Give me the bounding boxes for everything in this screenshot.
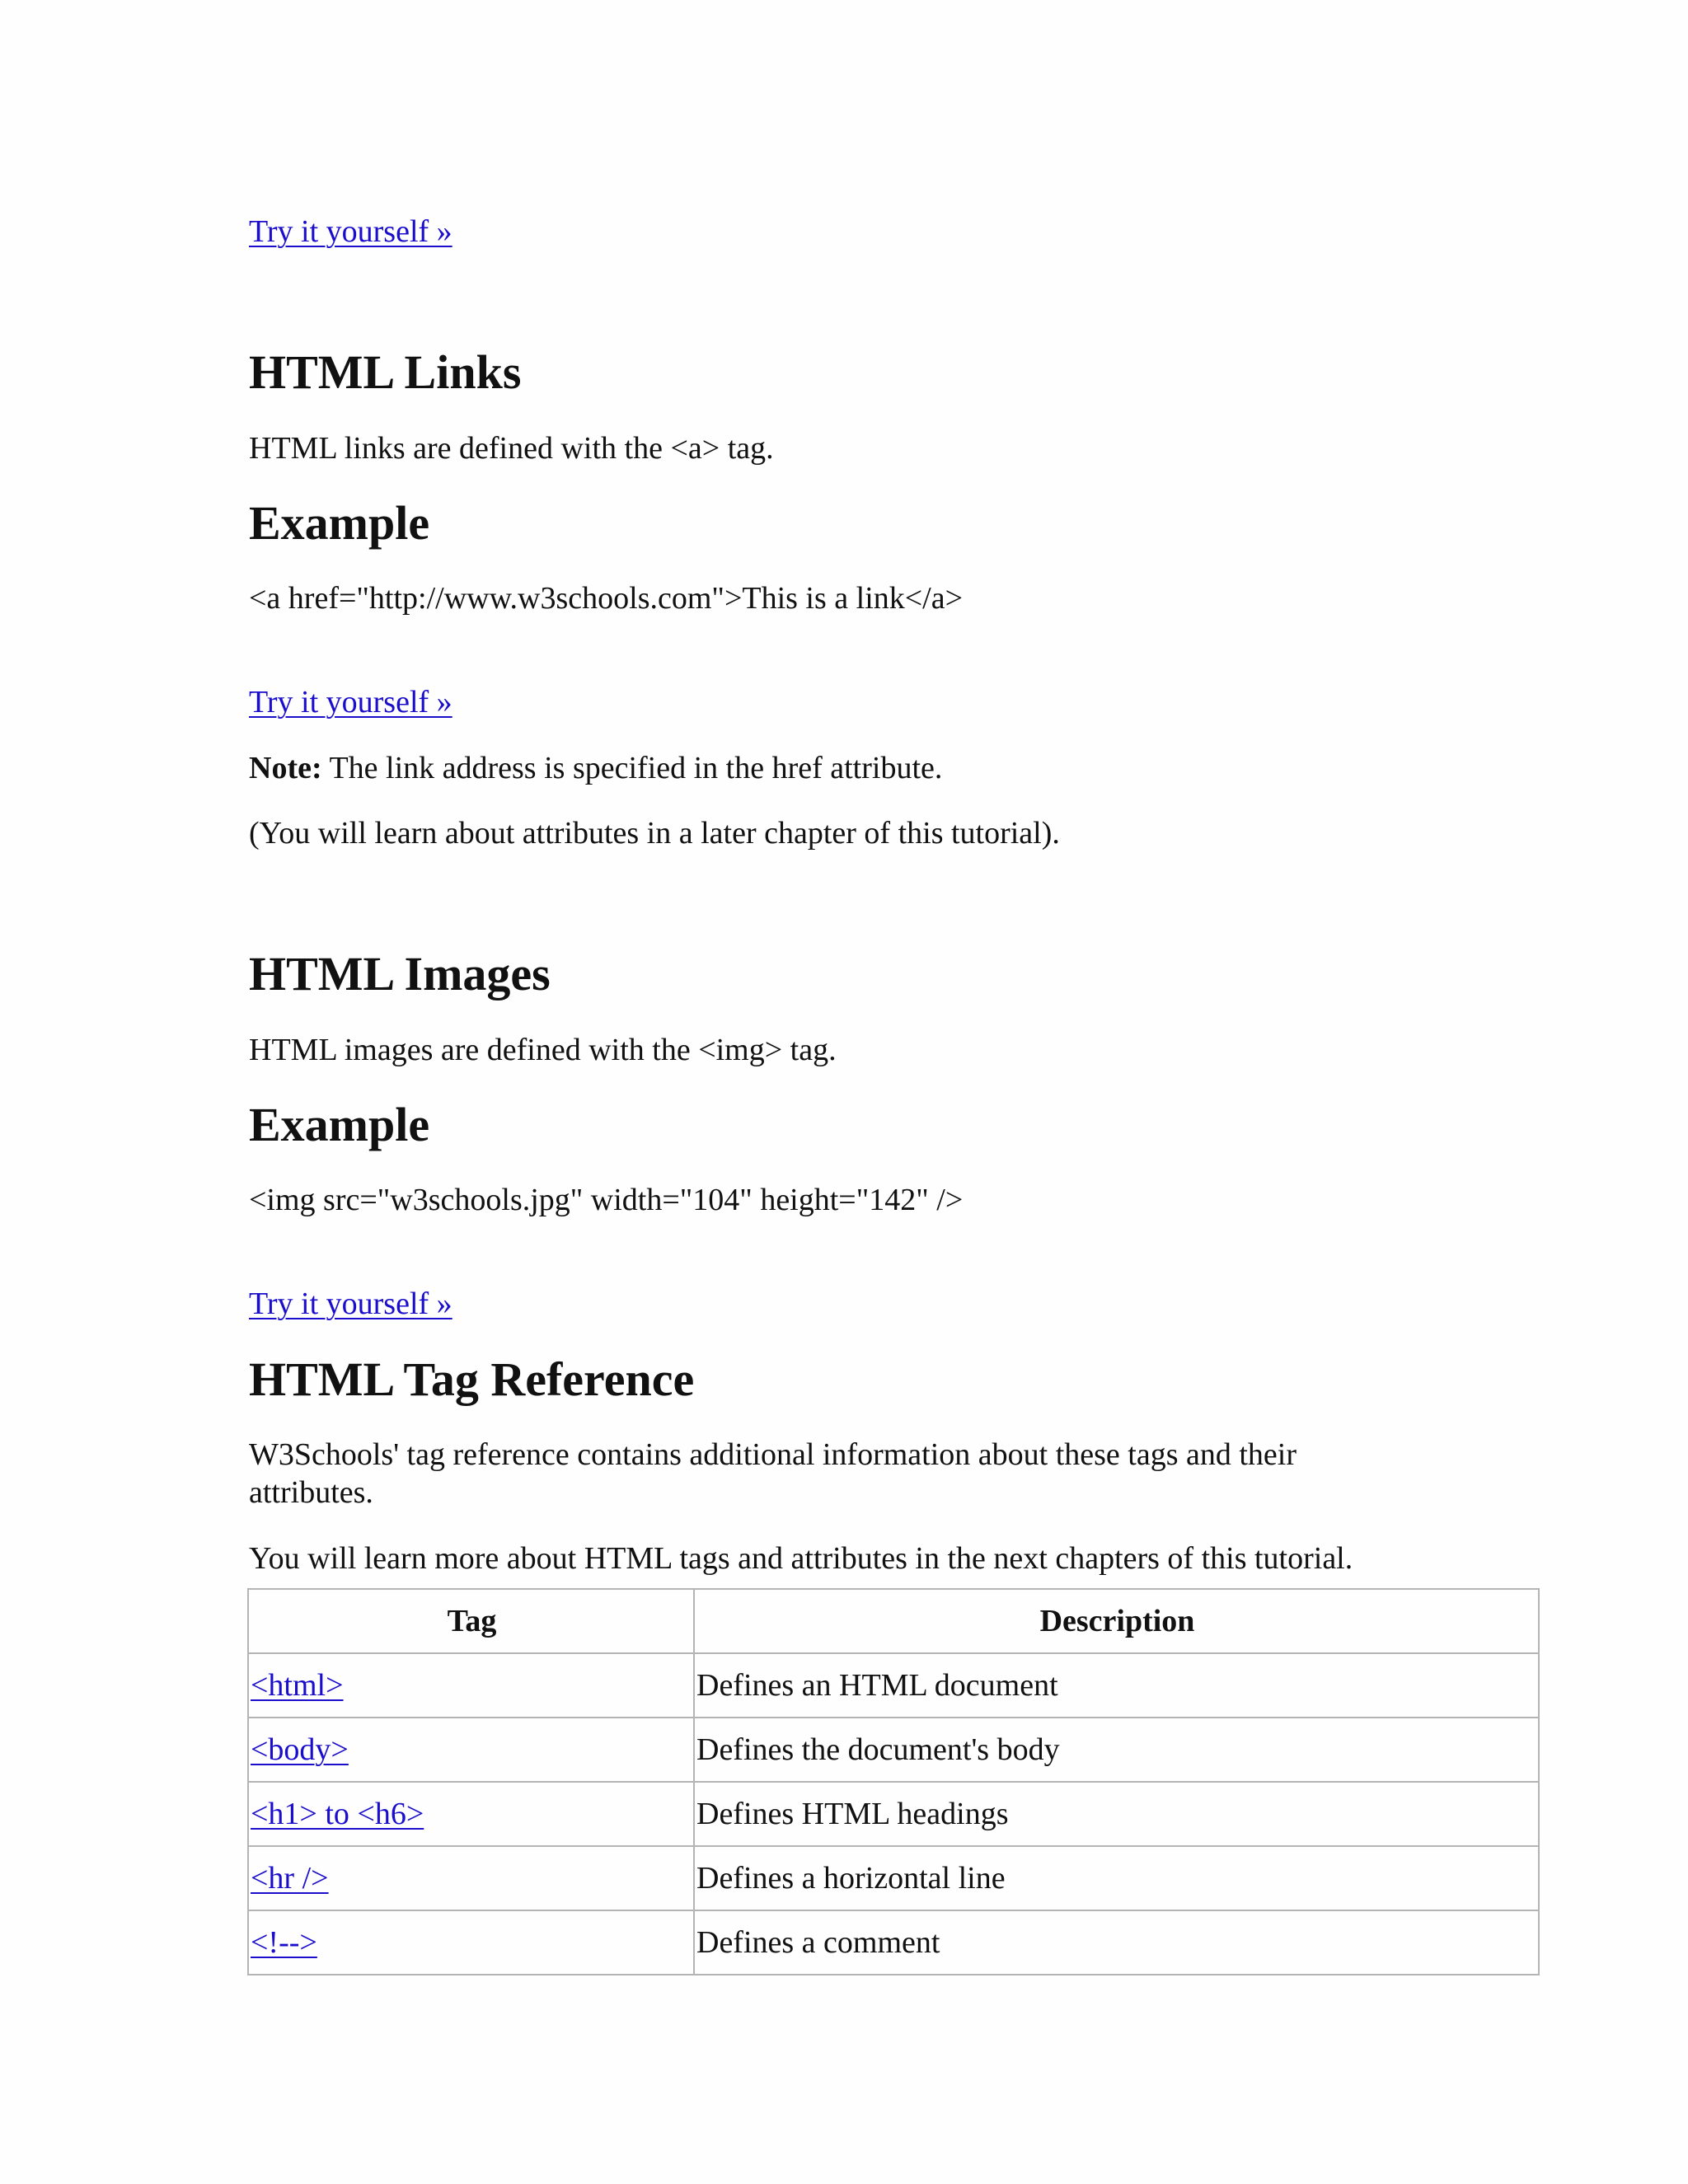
tag-cell <box>248 1782 694 1846</box>
links-heading: HTML Links <box>249 345 522 399</box>
tag-cell <box>248 1653 694 1718</box>
description-cell: Defines a comment <box>694 1910 1539 1975</box>
description-cell: Defines the document's body <box>694 1718 1539 1782</box>
images-example-code: <img src="w3schools.jpg" width="104" height="142" /> <box>249 1183 964 1217</box>
description-cell: Defines HTML headings <box>694 1782 1539 1846</box>
images-example-heading: Example <box>249 1098 430 1151</box>
images-intro: HTML images are defined with the <img> tag. <box>249 1033 837 1067</box>
reference-heading: HTML Tag Reference <box>249 1352 695 1406</box>
table-row <box>248 1846 1539 1910</box>
tag-link-html[interactable]: <html> <box>251 1668 344 1703</box>
table-header-row <box>248 1589 1539 1653</box>
tag-link-hr[interactable]: <hr /> <box>251 1861 329 1896</box>
images-try-it-yourself-link[interactable]: Try it yourself » <box>249 1286 452 1321</box>
table-row <box>248 1653 1539 1718</box>
description-column-header: Description <box>694 1589 1539 1653</box>
links-attributes-remark: (You will learn about attributes in a later chapter of this tutorial). <box>249 816 1060 851</box>
links-try-it-yourself-link[interactable]: Try it yourself » <box>249 685 452 719</box>
images-heading: HTML Images <box>249 947 551 1001</box>
tag-reference-table <box>247 1588 1540 1975</box>
links-note <box>249 749 942 787</box>
tag-link-headings[interactable]: <h1> to <h6> <box>251 1797 424 1831</box>
links-example-heading: Example <box>249 496 430 550</box>
tag-cell <box>248 1718 694 1782</box>
links-example-code: <a href="http://www.w3schools.com">This is a link</a> <box>249 581 964 616</box>
tag-link-body[interactable]: <body> <box>251 1732 349 1767</box>
table-row <box>248 1782 1539 1846</box>
reference-para-2: You will learn more about HTML tags and attributes in the next chapters of this tutorial. <box>249 1541 1353 1576</box>
links-intro: HTML links are defined with the <a> tag. <box>249 431 774 466</box>
tag-cell <box>248 1846 694 1910</box>
try-it-yourself-link[interactable]: Try it yourself » <box>249 214 452 249</box>
table-row <box>248 1910 1539 1975</box>
note-text: The link address is specified in the href attribute. <box>321 751 943 785</box>
description-cell: Defines an HTML document <box>694 1653 1539 1718</box>
description-cell: Defines a horizontal line <box>694 1846 1539 1910</box>
table-row <box>248 1718 1539 1782</box>
tag-link-comment[interactable]: <!--> <box>251 1925 317 1960</box>
tag-cell <box>248 1910 694 1975</box>
reference-para-1: W3Schools' tag reference contains additional information about these tags and their attributes. <box>249 1437 1296 1510</box>
note-label: Note: <box>249 751 322 785</box>
tag-column-header: Tag <box>248 1589 694 1653</box>
